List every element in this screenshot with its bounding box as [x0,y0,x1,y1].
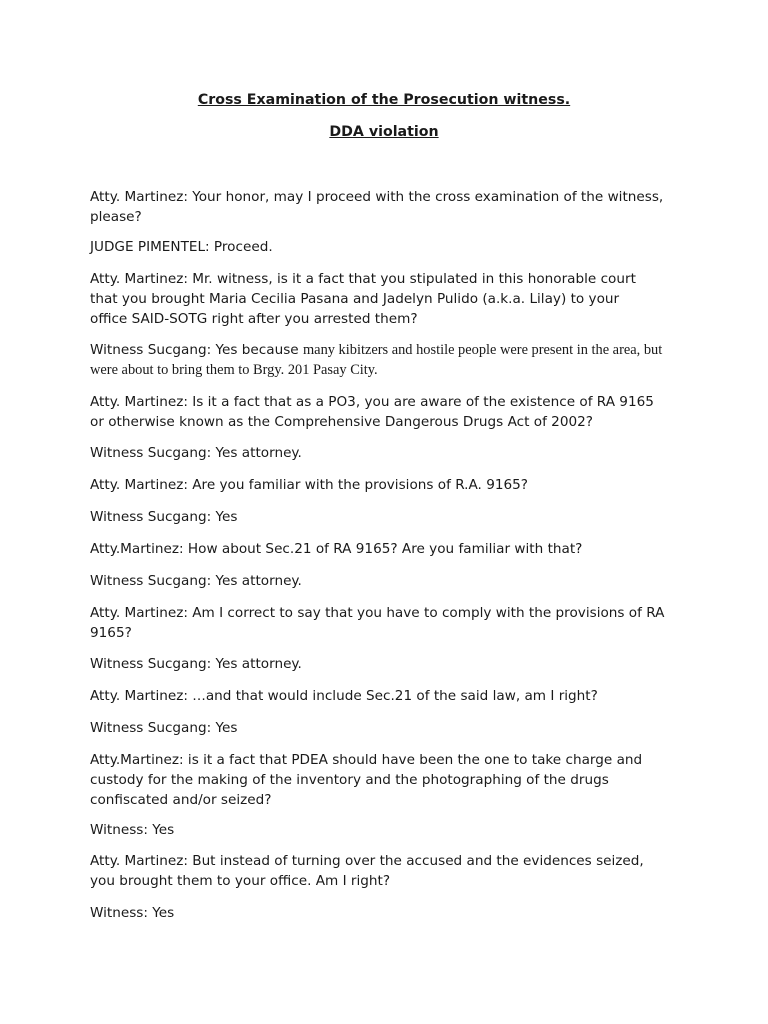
paragraph-line: Witness: Yes [90,905,175,921]
paragraph-line: Atty. Martinez: But instead of turning over the accused and the evidences seized, [90,853,644,869]
paragraph-15 [90,750,682,810]
paragraph-11 [90,603,682,643]
paragraph-line: you brought them to your office. Am I right? [90,873,391,889]
paragraph-line: Atty. Martinez: Mr. witness, is it a fact that you stipulated in this honorable court [90,271,636,287]
paragraph-line: confiscated and/or seized? [90,792,272,808]
paragraph-line: 9165? [90,625,132,641]
paragraph-17 [90,851,682,891]
paragraph-lead: Witness Sucgang: Yes because [90,342,303,358]
paragraph-lead-rest: many kibitzers and hostile people were present in the area, but [302,342,663,358]
paragraph-line: Atty. Martinez: Your honor, may I proceed with the cross examination of the witness, [90,189,664,205]
paragraph-line: office SAID-SOTG right after you arrested them? [90,311,418,327]
paragraph-line: custody for the making of the inventory and the photographing of the drugs [90,772,609,788]
paragraph-12 [90,654,682,674]
paragraph-line: Witness: Yes [90,822,175,838]
paragraph-2 [90,237,682,257]
document-subtitle: DDA violation [329,124,439,140]
paragraph-7 [90,475,682,495]
paragraph-5 [90,392,682,432]
paragraph-6 [90,443,682,463]
paragraph-line: Witness Sucgang: Yes [90,509,238,525]
paragraph-9 [90,539,682,559]
paragraph-line: Atty. Martinez: Are you familiar with the provisions of R.A. 9165? [90,477,528,493]
paragraph-line: Witness Sucgang: Yes [90,720,238,736]
paragraph-line: Atty. Martinez: …and that would include Sec.21 of the said law, am I right? [90,688,598,704]
paragraph-line: Atty.Martinez: How about Sec.21 of RA 9165? Are you familiar with that? [90,541,583,557]
paragraph-line: JUDGE PIMENTEL: Proceed. [90,239,273,255]
paragraph-14 [90,718,682,738]
paragraph-line: please? [90,209,142,225]
paragraph-13 [90,686,682,706]
paragraph-4 [90,340,682,380]
paragraph-line: or otherwise known as the Comprehensive Dangerous Drugs Act of 2002? [90,414,593,430]
paragraph-line: Atty.Martinez: is it a fact that PDEA should have been the one to take charge and [90,752,643,768]
paragraph-8 [90,507,682,527]
paragraph-line: Atty. Martinez: Is it a fact that as a PO3, you are aware of the existence of RA 9165 [90,394,654,410]
paragraph-line [90,340,682,360]
paragraph-line: Atty. Martinez: Am I correct to say that you have to comply with the provisions of RA [90,605,665,621]
paragraph-line: were about to bring them to Brgy. 201 Pasay City. [90,362,378,378]
paragraph-18 [90,903,682,923]
paragraph-line: Witness Sucgang: Yes attorney. [90,445,302,461]
paragraph-10 [90,571,682,591]
paragraph-1 [90,187,682,227]
paragraph-line: Witness Sucgang: Yes attorney. [90,573,302,589]
paragraph-line: Witness Sucgang: Yes attorney. [90,656,302,672]
paragraph-3 [90,269,682,329]
paragraph-16 [90,820,682,840]
paragraph-line: that you brought Maria Cecilia Pasana and Jadelyn Pulido (a.k.a. Lilay) to your [90,291,620,307]
document-title: Cross Examination of the Prosecution witness. [197,92,571,108]
